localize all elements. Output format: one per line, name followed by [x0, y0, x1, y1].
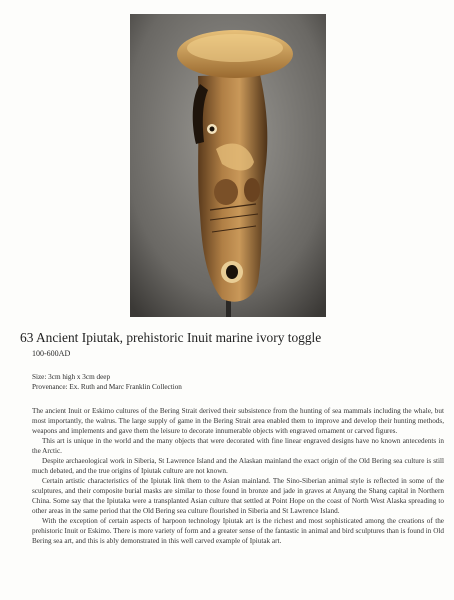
- description-paragraph: The ancient Inuit or Eskimo cultures of the Bering Strait derived their subsistence from the hunting of sea mammals including the whale, but most importantly, the walrus. The large supply of game in the Bering Strait area enabled them to improve and develop their hunting methods, weapons and implements and gave them the leisure to decorate innumerable objects with engraved ornament or carved figures.: [32, 407, 444, 435]
- artifact-photo: [130, 14, 326, 317]
- lot-provenance: Provenance: Ex. Ruth and Marc Franklin Collection: [32, 383, 182, 391]
- description-paragraph: This art is unique in the world and the many objects that were decorated with fine linear engraved designs have no known antecedents in the Arctic.: [32, 437, 444, 455]
- lot-description: [32, 406, 444, 546]
- ivory-toggle-image: [130, 14, 326, 317]
- lot-title: 63 Ancient Ipiutak, prehistoric Inuit marine ivory toggle: [20, 330, 322, 345]
- description-paragraph: Despite archaeological work in Siberia, St Lawrence Island and the Alaskan mainland the exact origin of the Old Bering sea culture is still much debated, and the true origins of Ipiutak culture are not known.: [32, 457, 444, 475]
- lot-size: Size: 3cm high x 3cm deep: [32, 373, 111, 381]
- description-paragraph: With the exception of certain aspects of harpoon technology Ipiutak art is the richest and most sophisticated among the creations of the prehistoric Inuit or Eskimo. There is more variety of form and a greater sense of the fantastic in animal and bird sculptures than is found in Old Bering sea art, and this is ably demonstrated in this well carved example of Ipiutak art.: [32, 517, 444, 545]
- description-paragraph: Certain artistic characteristics of the Ipiutak link them to the Asian mainland. The Sino-Siberian animal style is reflected in some of the sculptures, and their composite burial masks are similar to those found in bronze and jade in graves at Anyang the Shang capital in Northern China. Some say that the Ipiutaka were a transplanted Asian culture that settled at Point Hope on the coast of North West Alaska spreading to other areas in the same period that the Old Bering sea culture flourished in Siberia and St Lawrence Island.: [32, 477, 444, 515]
- lot-date: 100-600AD: [32, 349, 71, 358]
